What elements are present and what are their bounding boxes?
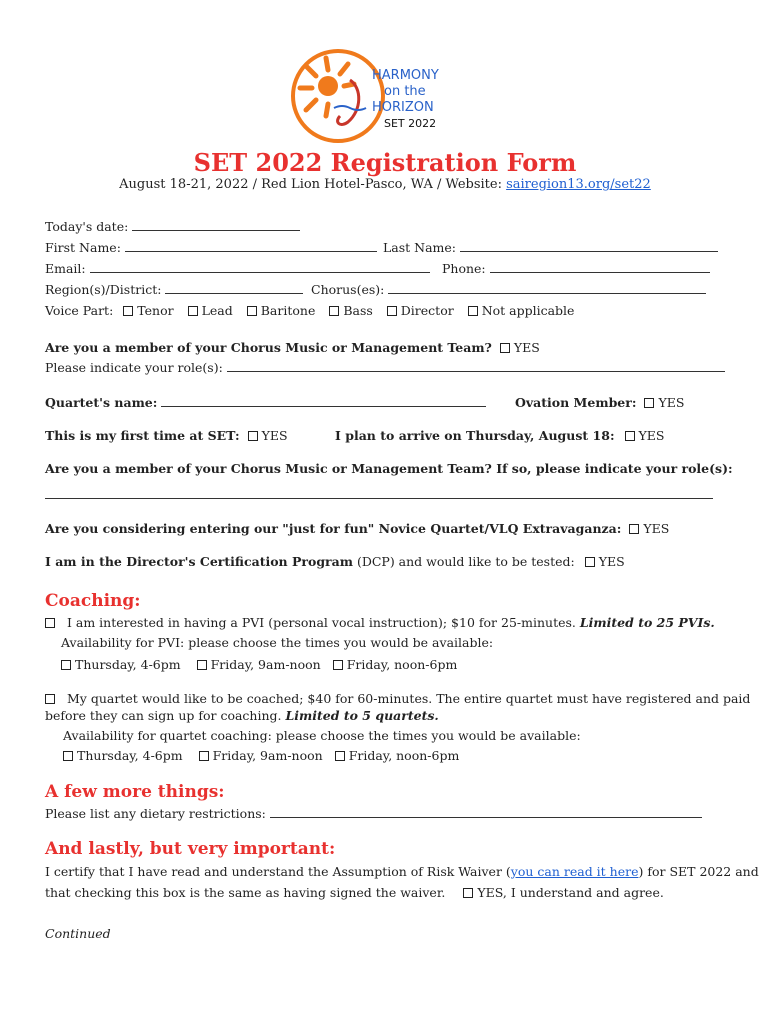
checkbox-icon[interactable] [61,660,71,670]
first-time-label: This is my first time at SET: [45,428,240,443]
member-team-question: Are you a member of your Chorus Music or Management Team? [45,340,492,355]
quartet-limit: Limited to 5 quartets. [285,708,439,723]
yes-label: YES [658,395,685,410]
quartet-times-row [63,748,459,763]
voice-part-label: Voice Part: [45,303,114,318]
voice-option-lead[interactable]: Lead [188,303,233,318]
member-team2-question: Are you a member of your Chorus Music or Management Team? If so, please indicate your role(s): [45,461,733,476]
last-name-row [383,240,718,255]
region-input[interactable] [165,282,303,294]
pvi-checkbox[interactable] [45,618,55,628]
choruses-input[interactable] [388,282,706,294]
waiver-text-a: I certify that I have read and understand the Assumption of Risk Waiver ( [45,864,511,879]
dietary-label: Please list any dietary restrictions: [45,806,266,821]
harmony-logo [290,48,440,148]
checkbox-icon[interactable] [247,306,257,316]
choruses-label: Chorus(es): [311,282,385,297]
voice-option-baritone[interactable]: Baritone [247,303,316,318]
pvi-times-row [61,657,457,672]
member-team2-input[interactable] [45,487,713,499]
checkbox-icon[interactable] [468,306,478,316]
pvi-text: I am interested in having a PVI (personal vocal instruction); $10 for 25-minutes. [66,615,580,630]
logo-line-on-the: on the [384,84,426,99]
checkbox-icon[interactable] [333,660,343,670]
email-input[interactable] [90,261,430,273]
checkbox-icon[interactable] [387,306,397,316]
logo-line-harmony: HARMONY [372,68,439,83]
member-team2-row [45,461,733,476]
checkbox-icon[interactable] [335,751,345,761]
dcp-row [45,554,625,569]
roles-label: Please indicate your role(s): [45,360,223,375]
checkbox-icon[interactable] [329,306,339,316]
ovation-row [515,395,684,410]
quartet-coaching-checkbox[interactable] [45,694,55,704]
logo-text [372,68,439,132]
choruses-row [311,282,706,297]
page-title: SET 2022 Registration Form [193,148,577,177]
quartet-coaching-row2 [45,708,439,723]
dcp-checkbox[interactable] [585,557,595,567]
dietary-input[interactable] [270,806,702,818]
voice-part-row [45,303,584,318]
novice-row [45,521,669,536]
waiver-agree-label: YES, I understand and agree. [477,885,664,900]
subtitle-text: August 18-21, 2022 / Red Lion Hotel-Pasco, WA / Website: [119,177,507,192]
yes-label: YES [598,554,625,569]
pvi-time-thursday[interactable]: Thursday, 4-6pm [61,657,181,672]
todays-date-input[interactable] [132,219,300,231]
voice-option-tenor[interactable]: Tenor [123,303,173,318]
waiver-agree-checkbox[interactable] [463,888,473,898]
waiver-text-b: ) for SET 2022 and [638,864,759,879]
checkbox-icon[interactable] [63,751,73,761]
member-team-checkbox[interactable] [500,343,510,353]
novice-question: Are you considering entering our "just for fun" Novice Quartet/VLQ Extravaganza: [45,521,622,536]
logo-line-horizon: HORIZON [372,100,434,115]
first-time-row [45,428,288,443]
coaching-heading: Coaching: [45,591,141,611]
voice-option-bass[interactable]: Bass [329,303,372,318]
checkbox-icon[interactable] [199,751,209,761]
quartet-coaching-row [45,691,750,706]
checkbox-icon[interactable] [188,306,198,316]
pvi-row [45,615,715,630]
yes-label: YES [513,340,540,355]
first-name-row [45,240,377,255]
email-label: Email: [45,261,86,276]
phone-row [442,261,710,276]
quartet-availability: Availability for quartet coaching: please choose the times you would be available: [63,728,581,743]
last-name-label: Last Name: [383,240,457,255]
phone-label: Phone: [442,261,486,276]
voice-option-not-applicable[interactable]: Not applicable [468,303,575,318]
quartet-name-label: Quartet's name: [45,395,158,410]
lastly-heading: And lastly, but very important: [45,839,336,859]
logo-line-set-2022: SET 2022 [384,117,437,130]
arrive-label: I plan to arrive on Thursday, August 18: [335,428,615,443]
yes-label: YES [261,428,288,443]
waiver-text2: that checking this box is the same as having signed the waiver. [45,885,446,900]
waiver-text-row2 [45,885,664,900]
first-name-input[interactable] [125,240,377,252]
waiver-text-row1 [45,864,759,879]
last-name-input[interactable] [460,240,718,252]
voice-option-director[interactable]: Director [387,303,454,318]
ovation-checkbox[interactable] [644,398,654,408]
quartet-name-input[interactable] [161,395,486,407]
more-heading: A few more things: [45,782,225,802]
pvi-time-friday-am[interactable]: Friday, 9am-noon [197,657,321,672]
region-label: Region(s)/District: [45,282,162,297]
pvi-availability: Availability for PVI: please choose the times you would be available: [61,635,494,650]
email-row [45,261,430,276]
page-subtitle [0,177,770,192]
yes-label: YES [638,428,665,443]
waiver-link[interactable]: you can read it here [510,864,639,879]
roles-input[interactable] [227,360,725,372]
quartet-coaching-text2: before they can sign up for coaching. [45,708,286,723]
yes-label: YES [643,521,670,536]
quartet-time-friday-pm[interactable]: Friday, noon-6pm [335,748,460,763]
member-team-row [45,340,540,355]
pvi-limit: Limited to 25 PVIs. [579,615,715,630]
quartet-coaching-text: My quartet would like to be coached; $40 for 60-minutes. The entire quartet must have registered and paid [66,691,751,706]
novice-checkbox[interactable] [629,524,639,534]
todays-date-row [45,219,300,234]
quartet-time-friday-am[interactable]: Friday, 9am-noon [199,748,323,763]
quartet-time-thursday[interactable]: Thursday, 4-6pm [63,748,183,763]
arrive-row [335,428,665,443]
website-link[interactable]: sairegion13.org/set22 [506,177,651,192]
dietary-row [45,806,702,821]
todays-date-label: Today's date: [45,219,129,234]
continued-text: Continued [45,926,111,941]
quartet-name-row [45,395,486,410]
checkbox-icon[interactable] [197,660,207,670]
pvi-time-friday-pm[interactable]: Friday, noon-6pm [333,657,458,672]
arrive-checkbox[interactable] [625,431,635,441]
first-name-label: First Name: [45,240,121,255]
dcp-rest: (DCP) and would like to be tested: [352,554,575,569]
ovation-label: Ovation Member: [515,395,637,410]
checkbox-icon[interactable] [123,306,133,316]
phone-input[interactable] [490,261,710,273]
dcp-label: I am in the Director's Certification Program [45,554,353,569]
roles-row [45,360,725,375]
region-row [45,282,303,297]
first-time-checkbox[interactable] [248,431,258,441]
